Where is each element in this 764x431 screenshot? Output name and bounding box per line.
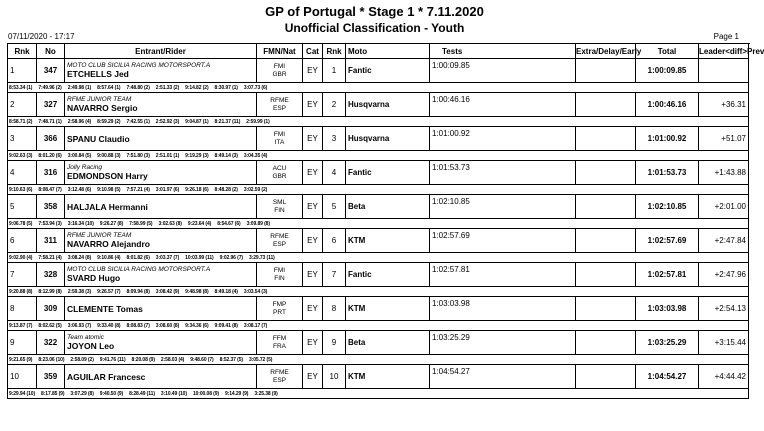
cell-entrant xyxy=(65,331,257,355)
table-row xyxy=(8,229,749,253)
cell-number: 366 xyxy=(37,127,65,151)
split-times-row xyxy=(8,321,749,331)
col-fmn: FMN/Nat xyxy=(257,44,303,59)
split-time: 8:28.49 (11) xyxy=(129,390,155,397)
col-rnk: Rnk xyxy=(8,44,37,59)
split-time: 8:30.97 (1) xyxy=(214,84,238,91)
split-time: 3:07.73 (6) xyxy=(243,84,268,91)
cell-tests: 1:01:53.73 xyxy=(430,161,576,185)
split-time: 3:07.29 (8) xyxy=(70,390,94,397)
split-time: 8:48.28 (2) xyxy=(214,186,238,193)
split-time: 9:23.64 (4) xyxy=(187,220,212,227)
table-row xyxy=(8,127,749,151)
cell-category: EY xyxy=(303,331,323,355)
split-times xyxy=(8,117,749,127)
cell-rank: 9 xyxy=(8,331,37,355)
cell-leader-diff: +2:47.84 xyxy=(699,229,749,253)
split-times xyxy=(8,83,749,93)
cell-entrant xyxy=(65,195,257,219)
split-time: 9:13.87 (7) xyxy=(9,322,33,329)
rider-name: AGUILAR Francesc xyxy=(67,371,146,382)
split-times xyxy=(8,389,749,399)
split-time: 9:40.50 (9) xyxy=(99,390,124,397)
split-time: 2:51.33 (2) xyxy=(155,84,180,91)
split-time: 8:12.99 (8) xyxy=(38,288,62,295)
cell-leader-diff: +4:44.42 xyxy=(699,365,749,389)
federation: RFME xyxy=(270,232,289,240)
cell-tests: 1:02:10.85 xyxy=(430,195,576,219)
cell-category: EY xyxy=(303,127,323,151)
cell-entrant xyxy=(65,365,257,389)
cell-rank: 10 xyxy=(8,365,37,389)
cell-moto: Beta xyxy=(346,331,430,355)
col-cat: Cat xyxy=(303,44,323,59)
split-time: 8:53.34 (1) xyxy=(9,84,33,91)
cell-entrant xyxy=(65,127,257,151)
split-time: 8:01.20 (6) xyxy=(38,152,62,159)
rider-name: SVARD Hugo xyxy=(67,273,121,283)
cell-fmn-nat xyxy=(257,59,303,83)
nationality: GBR xyxy=(272,172,287,180)
split-time: 9:00.88 (3) xyxy=(97,152,121,159)
cell-leader-diff: +51.07 xyxy=(699,127,749,151)
page-number: Page 1 xyxy=(713,32,739,41)
split-time: 8:52.37 (5) xyxy=(219,356,243,363)
cell-rank: 5 xyxy=(8,195,37,219)
cell-fmn-nat xyxy=(257,127,303,151)
split-time: 3:05.72 (5) xyxy=(248,356,273,363)
cell-number: 309 xyxy=(37,297,65,321)
split-time: 9:41.76 (11) xyxy=(99,356,126,363)
split-time: 8:59.29 (2) xyxy=(97,118,121,125)
cell-tests: 1:04:54.27 xyxy=(430,365,576,389)
split-time: 2:58.03 (4) xyxy=(160,356,185,363)
team-name: RFME JUNIOR TEAM xyxy=(67,96,132,103)
cell-category: EY xyxy=(303,229,323,253)
cell-entrant xyxy=(65,161,257,185)
cell-category-rank: 10 xyxy=(323,365,346,389)
cell-leader-diff: +2:01.00 xyxy=(699,195,749,219)
cell-number: 322 xyxy=(37,331,65,355)
federation: FMI xyxy=(273,62,286,70)
split-time: 8:08.83 (7) xyxy=(126,322,150,329)
cell-leader-diff: +2:47.96 xyxy=(699,263,749,287)
table-row xyxy=(8,365,749,389)
cell-rank: 1 xyxy=(8,59,37,83)
federation: FMI xyxy=(273,130,286,138)
cell-category: EY xyxy=(303,263,323,287)
table-row xyxy=(8,331,749,355)
federation: RFME xyxy=(270,368,289,376)
cell-rank: 6 xyxy=(8,229,37,253)
split-times xyxy=(8,321,749,331)
nationality: GBR xyxy=(272,70,287,78)
split-times-row xyxy=(8,287,749,297)
cell-category: EY xyxy=(303,365,323,389)
split-times-row xyxy=(8,389,749,399)
cell-category-rank: 9 xyxy=(323,331,346,355)
split-time: 2:51.01 (1) xyxy=(155,152,180,159)
cell-moto: KTM xyxy=(346,365,430,389)
nationality: ESP xyxy=(272,104,286,112)
rider-name: EDMONDSON Harry xyxy=(67,171,148,181)
cell-number: 359 xyxy=(37,365,65,389)
split-time: 3:12.48 (6) xyxy=(67,186,92,193)
split-times xyxy=(8,355,749,365)
nationality: PRT xyxy=(273,308,286,316)
cell-extra xyxy=(576,93,636,117)
cell-extra xyxy=(576,263,636,287)
split-time: 7:51.80 (3) xyxy=(126,152,150,159)
split-times-row xyxy=(8,253,749,263)
table-row xyxy=(8,195,749,219)
split-time: 9:14.82 (2) xyxy=(185,84,209,91)
table-row xyxy=(8,59,749,83)
split-time: 2:59.99 (1) xyxy=(246,118,270,125)
cell-fmn-nat xyxy=(257,93,303,117)
cell-number: 358 xyxy=(37,195,65,219)
team-name: Team atomic xyxy=(67,334,104,341)
nationality: ESP xyxy=(272,240,286,248)
cell-category-rank: 3 xyxy=(323,127,346,151)
cell-total: 1:03:25.29 xyxy=(636,331,699,355)
cell-category: EY xyxy=(303,59,323,83)
rider-name: CLEMENTE Tomas xyxy=(67,303,143,314)
cell-total: 1:00:46.16 xyxy=(636,93,699,117)
federation: RFME xyxy=(270,96,289,104)
split-time: 8:17.85 (9) xyxy=(41,390,65,397)
col-entrant: Entrant/Rider xyxy=(65,44,257,59)
cell-category-rank: 5 xyxy=(323,195,346,219)
split-time: 3:29.73 (11) xyxy=(248,254,275,261)
rider-name: HALJALA Hermanni xyxy=(67,201,148,212)
cell-total: 1:01:53.73 xyxy=(636,161,699,185)
federation: ACU xyxy=(272,164,287,172)
cell-moto: Fantic xyxy=(346,263,430,287)
col-extra: Extra/Delay/Early xyxy=(576,44,636,59)
split-times xyxy=(8,253,749,263)
split-time: 10:03.99 (11) xyxy=(185,254,214,261)
cell-entrant xyxy=(65,59,257,83)
split-times-row xyxy=(8,219,749,229)
cell-entrant xyxy=(65,93,257,117)
cell-total: 1:04:54.27 xyxy=(636,365,699,389)
cell-fmn-nat xyxy=(257,263,303,287)
cell-leader-diff xyxy=(699,59,749,83)
split-time: 7:49.96 (2) xyxy=(38,84,62,91)
split-time: 9:26.57 (7) xyxy=(97,288,121,295)
cell-category: EY xyxy=(303,195,323,219)
split-time: 8:21.37 (11) xyxy=(214,118,241,125)
split-time: 3:08.24 (8) xyxy=(67,254,92,261)
split-time: 9:04.87 (1) xyxy=(185,118,209,125)
team-name: MOTO CLUB SICILIA RACING MOTORSPORT.A xyxy=(67,266,211,273)
split-time: 2:58.09 (2) xyxy=(70,356,94,363)
nationality: FIN xyxy=(274,274,285,282)
print-datetime: 07/11/2020 - 17:17 xyxy=(8,32,75,41)
cell-total: 1:00:09.85 xyxy=(636,59,699,83)
split-time: 3:02.59 (2) xyxy=(243,186,268,193)
split-time: 9:06.78 (5) xyxy=(9,220,33,227)
split-time: 3:10.49 (10) xyxy=(160,390,187,397)
split-time: 9:10.98 (5) xyxy=(97,186,121,193)
cell-extra xyxy=(576,161,636,185)
cell-entrant xyxy=(65,229,257,253)
cell-tests: 1:00:46.16 xyxy=(430,93,576,117)
split-time: 3:04.35 (4) xyxy=(243,152,268,159)
split-time: 9:02.63 (3) xyxy=(9,152,33,159)
split-time: 3:02.63 (8) xyxy=(158,220,182,227)
split-time: 9:34.36 (6) xyxy=(185,322,209,329)
table-row xyxy=(8,93,749,117)
split-time: 3:03.37 (7) xyxy=(155,254,180,261)
split-time: 8:58.71 (2) xyxy=(9,118,33,125)
split-time: 7:42.55 (1) xyxy=(126,118,150,125)
cell-rank: 7 xyxy=(8,263,37,287)
split-time: 9:20.88 (8) xyxy=(9,288,33,295)
cell-entrant xyxy=(65,263,257,287)
split-time: 9:21.65 (9) xyxy=(9,356,33,363)
col-moto: Moto xyxy=(346,44,430,59)
split-time: 8:49.18 (4) xyxy=(214,288,238,295)
federation: FMI xyxy=(273,266,286,274)
cell-category: EY xyxy=(303,161,323,185)
table-row xyxy=(8,297,749,321)
cell-category: EY xyxy=(303,93,323,117)
split-time: 8:01.82 (6) xyxy=(126,254,150,261)
cell-total: 1:02:10.85 xyxy=(636,195,699,219)
split-time: 7:58.21 (4) xyxy=(38,254,62,261)
table-row xyxy=(8,263,749,287)
split-time: 2:58.96 (4) xyxy=(67,118,92,125)
cell-tests: 1:02:57.69 xyxy=(430,229,576,253)
cell-moto: Beta xyxy=(346,195,430,219)
cell-leader-diff: +3:15.44 xyxy=(699,331,749,355)
classification-table xyxy=(7,43,764,399)
cell-total: 1:01:00.92 xyxy=(636,127,699,151)
cell-entrant xyxy=(65,297,257,321)
split-time: 9:02.90 (4) xyxy=(9,254,33,261)
cell-extra xyxy=(576,59,636,83)
split-time: 9:19.29 (3) xyxy=(185,152,209,159)
cell-tests: 1:02:57.81 xyxy=(430,263,576,287)
cell-extra xyxy=(576,331,636,355)
cell-extra xyxy=(576,365,636,389)
split-time: 2:52.92 (3) xyxy=(155,118,180,125)
col-tests: Tests xyxy=(430,44,576,59)
cell-category-rank: 8 xyxy=(323,297,346,321)
split-time: 3:03.54 (3) xyxy=(243,288,268,295)
cell-extra xyxy=(576,297,636,321)
cell-moto: Husqvarna xyxy=(346,93,430,117)
split-time: 7:57.21 (4) xyxy=(126,186,150,193)
rider-name: JOYON Leo xyxy=(67,341,115,351)
split-time: 9:48.98 (8) xyxy=(185,288,209,295)
split-time: 9:26.18 (6) xyxy=(185,186,209,193)
cell-leader-diff: +2:54.13 xyxy=(699,297,749,321)
cell-fmn-nat xyxy=(257,229,303,253)
cell-category: EY xyxy=(303,297,323,321)
split-time: 7:48.71 (1) xyxy=(38,118,62,125)
split-time: 9:02.96 (7) xyxy=(219,254,243,261)
split-time: 9:10.86 (4) xyxy=(97,254,121,261)
split-times-row xyxy=(8,355,749,365)
cell-tests: 1:03:25.29 xyxy=(430,331,576,355)
cell-number: 316 xyxy=(37,161,65,185)
split-time: 8:54.67 (6) xyxy=(217,220,241,227)
page-title: GP of Portugal * Stage 1 * 7.11.2020 xyxy=(265,4,484,19)
split-time: 7:48.80 (2) xyxy=(126,84,150,91)
page-subtitle: Unofficial Classification - Youth xyxy=(284,21,465,35)
split-time: 7:58.99 (5) xyxy=(129,220,153,227)
cell-fmn-nat xyxy=(257,297,303,321)
cell-rank: 8 xyxy=(8,297,37,321)
split-time: 2:59.38 (3) xyxy=(67,288,92,295)
cell-moto: Fantic xyxy=(346,161,430,185)
split-time: 8:57.64 (1) xyxy=(97,84,121,91)
nationality: ITA xyxy=(274,138,285,146)
rider-name: ETCHELLS Jed xyxy=(67,69,129,79)
cell-fmn-nat xyxy=(257,331,303,355)
cell-tests: 1:00:09.85 xyxy=(430,59,576,83)
nationality: ESP xyxy=(272,376,286,384)
cell-category-rank: 7 xyxy=(323,263,346,287)
cell-rank: 4 xyxy=(8,161,37,185)
split-time: 8:08.47 (7) xyxy=(38,186,62,193)
split-time: 3:08.17 (7) xyxy=(243,322,268,329)
split-time: 3:25.38 (9) xyxy=(254,390,278,397)
split-time: 8:49.14 (3) xyxy=(214,152,238,159)
cell-total: 1:03:03.98 xyxy=(636,297,699,321)
rider-name: NAVARRO Alejandro xyxy=(67,239,150,249)
split-time: 10:00.08 (9) xyxy=(192,390,219,397)
cell-fmn-nat xyxy=(257,365,303,389)
cell-category-rank: 2 xyxy=(323,93,346,117)
cell-tests: 1:01:00.92 xyxy=(430,127,576,151)
split-times-row xyxy=(8,185,749,195)
split-time: 3:06.93 (7) xyxy=(67,322,92,329)
split-time: 3:01.97 (6) xyxy=(155,186,180,193)
split-times xyxy=(8,287,749,297)
nationality: FRA xyxy=(273,342,286,350)
split-time: 9:29.94 (10) xyxy=(9,390,36,397)
split-time: 9:09.41 (8) xyxy=(214,322,238,329)
cell-rank: 2 xyxy=(8,93,37,117)
cell-category-rank: 1 xyxy=(323,59,346,83)
split-time: 3:00.84 (5) xyxy=(67,152,92,159)
cell-fmn-nat xyxy=(257,195,303,219)
cell-leader-diff: +1:43.88 xyxy=(699,161,749,185)
table-header-row xyxy=(8,44,749,59)
cell-moto: KTM xyxy=(346,229,430,253)
cell-number: 311 xyxy=(37,229,65,253)
cell-category-rank: 6 xyxy=(323,229,346,253)
rider-name: SPANU Claudio xyxy=(67,133,130,144)
cell-moto: Husqvarna xyxy=(346,127,430,151)
rider-name: NAVARRO Sergio xyxy=(67,103,138,113)
cell-extra xyxy=(576,195,636,219)
cell-leader-diff: +36.31 xyxy=(699,93,749,117)
cell-total: 1:02:57.81 xyxy=(636,263,699,287)
federation: FFM xyxy=(272,334,287,342)
federation: SML xyxy=(272,198,287,206)
cell-tests: 1:03:03.98 xyxy=(430,297,576,321)
cell-number: 327 xyxy=(37,93,65,117)
cell-extra xyxy=(576,229,636,253)
cell-number: 347 xyxy=(37,59,65,83)
team-name: RFME JUNIOR TEAM xyxy=(67,232,132,239)
split-time: 8:20.08 (9) xyxy=(131,356,155,363)
cell-moto: KTM xyxy=(346,297,430,321)
split-time: 9:10.63 (6) xyxy=(9,186,33,193)
cell-extra xyxy=(576,127,636,151)
split-time: 3:09.89 (8) xyxy=(246,220,270,227)
split-time: 7:53.94 (3) xyxy=(38,220,62,227)
col-no: No xyxy=(37,44,65,59)
col-cat-rnk: Rnk xyxy=(323,44,346,59)
split-times-row xyxy=(8,151,749,161)
col-leader-prev: Leader<diff>Prev xyxy=(699,44,749,59)
team-name: Jolly Racing xyxy=(67,164,103,171)
cell-fmn-nat xyxy=(257,161,303,185)
split-times xyxy=(8,185,749,195)
team-name: MOTO CLUB SICILIA RACING MOTORSPORT.A xyxy=(67,62,211,69)
cell-moto: Fantic xyxy=(346,59,430,83)
col-total: Total xyxy=(636,44,699,59)
split-times xyxy=(8,219,749,229)
split-time: 3:08.60 (8) xyxy=(155,322,180,329)
split-time: 8:02.62 (5) xyxy=(38,322,62,329)
split-times-row xyxy=(8,83,749,93)
split-time: 3:08.42 (9) xyxy=(155,288,180,295)
split-time: 9:14.29 (9) xyxy=(224,390,249,397)
split-time: 3:16.34 (10) xyxy=(67,220,94,227)
cell-category-rank: 4 xyxy=(323,161,346,185)
split-time: 9:33.40 (8) xyxy=(97,322,121,329)
cell-rank: 3 xyxy=(8,127,37,151)
table-row xyxy=(8,161,749,185)
split-time: 9:26.27 (8) xyxy=(99,220,124,227)
cell-total: 1:02:57.69 xyxy=(636,229,699,253)
split-times-row xyxy=(8,117,749,127)
nationality: FIN xyxy=(274,206,285,214)
split-time: 8:23.06 (10) xyxy=(38,356,65,363)
split-time: 8:09.94 (8) xyxy=(126,288,150,295)
federation: FMP xyxy=(272,300,287,308)
split-time: 2:49.98 (1) xyxy=(67,84,92,91)
cell-number: 328 xyxy=(37,263,65,287)
split-time: 9:48.60 (7) xyxy=(190,356,214,363)
split-times xyxy=(8,151,749,161)
